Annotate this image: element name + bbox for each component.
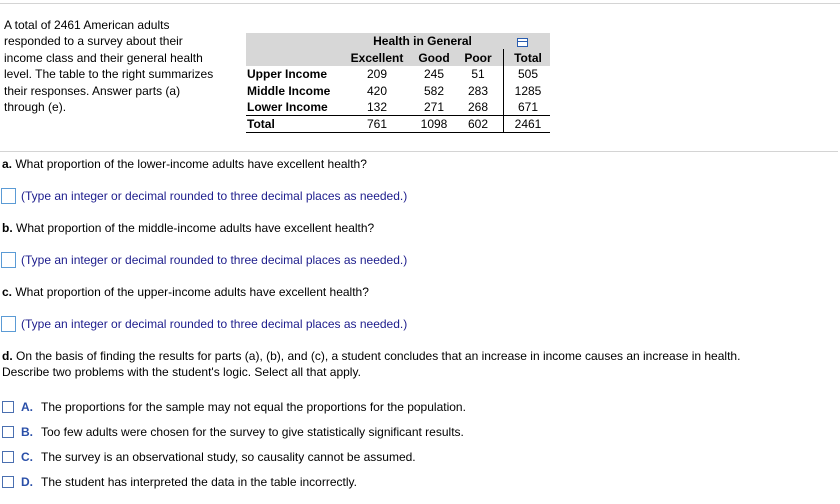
question-text: What proportion of the middle-income adults have excellent health?	[16, 221, 375, 235]
question-letter: c.	[2, 285, 13, 299]
table-cell: 209	[366, 67, 388, 81]
question-text: On the basis of finding the results for parts (a), (b), and (c), a student concludes that an increase in income causes an increase in health.	[16, 349, 741, 363]
answer-input-a[interactable]	[1, 188, 16, 204]
option-d[interactable]	[2, 474, 357, 490]
answer-row-a	[1, 187, 407, 205]
option-letter: B.	[21, 425, 33, 439]
question-d	[2, 348, 740, 380]
table-group-header: Health in General	[373, 34, 472, 48]
column-header-total: Total	[514, 50, 542, 65]
intro-paragraph: A total of 2461 American adults responded to a survey about their income class and their general health level. The table to the right summarizes their responses. Answer parts (a) through (e).	[4, 18, 214, 115]
table-cell: 51	[471, 67, 485, 81]
answer-row-b	[1, 251, 407, 269]
checkbox[interactable]	[2, 451, 14, 463]
option-letter: A.	[21, 400, 33, 414]
answer-input-c[interactable]	[1, 316, 16, 332]
answer-input-b[interactable]	[1, 252, 16, 268]
column-header-poor: Poor	[464, 50, 492, 65]
table-cell: 761	[366, 116, 388, 131]
option-text: Too few adults were chosen for the survey to give statistically significant results.	[41, 425, 464, 439]
question-text: Describe two problems with the student's logic. Select all that apply.	[2, 365, 361, 379]
row-label-upper-income: Upper Income	[247, 67, 328, 81]
question-c	[2, 284, 369, 300]
table-row	[246, 83, 551, 100]
table-cell: 271	[423, 100, 445, 114]
table-cell: 671	[517, 100, 539, 114]
checkbox[interactable]	[2, 476, 14, 488]
table-cell: 2461	[514, 116, 542, 131]
table-cell: 505	[517, 67, 539, 81]
data-table-icon[interactable]	[517, 38, 528, 47]
table-bottom-border	[246, 132, 550, 133]
question-letter: a.	[2, 157, 13, 171]
option-text: The proportions for the sample may not equal the proportions for the population.	[41, 400, 466, 414]
answer-hint: (Type an integer or decimal rounded to three decimal places as needed.)	[21, 189, 408, 203]
option-letter: C.	[21, 450, 33, 464]
table-cell: 132	[366, 100, 388, 114]
table-cell: 283	[467, 83, 489, 98]
table-column-header-row	[246, 50, 551, 67]
option-text: The student has interpreted the data in the table incorrectly.	[41, 475, 357, 489]
table-cell: 1098	[420, 116, 448, 131]
top-divider	[0, 3, 840, 4]
checkbox[interactable]	[2, 426, 14, 438]
table-cell: 268	[467, 100, 489, 114]
option-c[interactable]	[2, 449, 416, 465]
row-label-lower-income: Lower Income	[247, 100, 328, 114]
row-label-total: Total	[247, 116, 275, 131]
answer-row-c	[1, 315, 407, 333]
option-a[interactable]	[2, 399, 466, 415]
table-row	[246, 66, 551, 83]
total-column-divider	[503, 49, 504, 133]
table-group-header-row	[246, 33, 551, 50]
question-text: What proportion of the lower-income adults have excellent health?	[15, 157, 367, 171]
option-text: The survey is an observational study, so causality cannot be assumed.	[41, 450, 416, 464]
question-a	[2, 156, 367, 172]
table-cell: 420	[366, 83, 388, 98]
table-cell: 602	[467, 116, 489, 131]
table-divider	[246, 115, 550, 116]
option-b[interactable]	[2, 424, 464, 440]
table-cell: 1285	[514, 83, 542, 98]
question-letter: b.	[2, 221, 13, 235]
option-letter: D.	[21, 475, 33, 489]
question-letter: d.	[2, 349, 13, 363]
column-header-excellent: Excellent	[350, 50, 404, 65]
table-cell: 582	[423, 83, 445, 98]
question-text: What proportion of the upper-income adults have excellent health?	[15, 285, 369, 299]
table-row	[246, 116, 551, 133]
health-income-table	[246, 33, 551, 132]
table-cell: 245	[423, 67, 445, 81]
checkbox[interactable]	[2, 401, 14, 413]
answer-hint: (Type an integer or decimal rounded to three decimal places as needed.)	[21, 253, 408, 267]
question-b	[2, 220, 374, 236]
answer-hint: (Type an integer or decimal rounded to three decimal places as needed.)	[21, 317, 408, 331]
section-divider	[0, 151, 838, 152]
row-label-middle-income: Middle Income	[247, 83, 331, 98]
column-header-good: Good	[418, 50, 450, 65]
table-row	[246, 99, 551, 116]
